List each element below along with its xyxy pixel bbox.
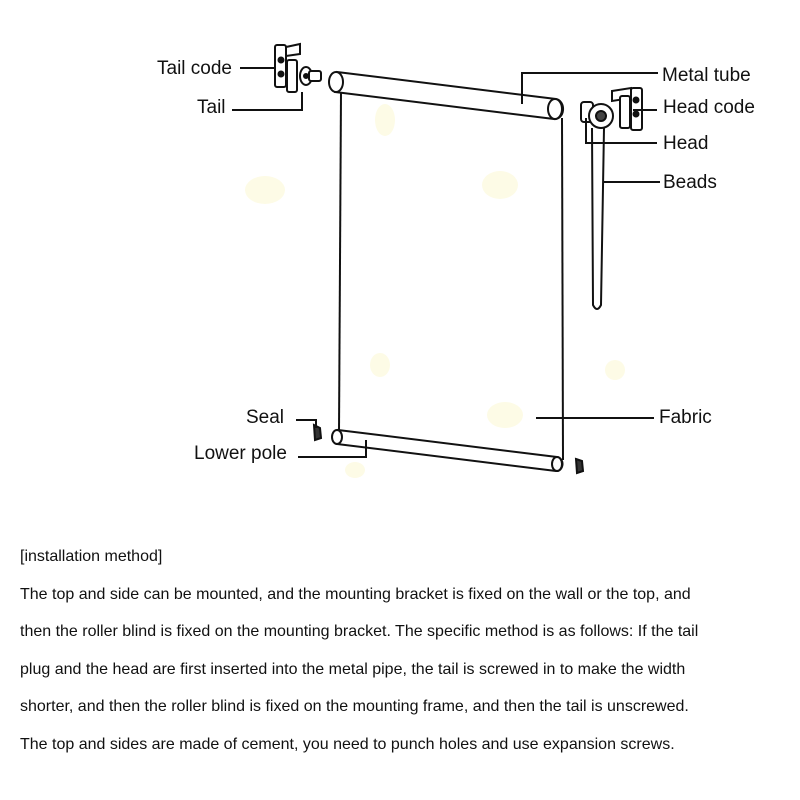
description-line-4: shorter, and then the roller blind is fixed on the mounting frame, and then the tail is unscrewed.	[20, 698, 689, 715]
metal-tube-shape	[329, 72, 563, 119]
installation-description	[20, 538, 790, 763]
label-tail-code: Tail code	[157, 58, 232, 79]
label-beads: Beads	[663, 172, 717, 193]
label-head-code: Head code	[663, 97, 755, 118]
description-line-2: then the roller blind is fixed on the mounting bracket. The specific method is as follows: If the tail	[20, 623, 699, 640]
label-lower-pole: Lower pole	[194, 443, 287, 464]
description-line-1: The top and side can be mounted, and the mounting bracket is fixed on the wall or the top, and	[20, 585, 691, 603]
label-tail: Tail	[197, 97, 226, 118]
fabric-sheet	[339, 92, 563, 460]
description-line-3: plug and the head are first inserted into the metal pipe, the tail is screwed in to make the width	[20, 660, 686, 678]
label-metal-tube: Metal tube	[662, 65, 751, 86]
label-fabric: Fabric	[659, 407, 712, 428]
tail-plug-icon	[300, 67, 321, 85]
label-seal: Seal	[246, 407, 285, 428]
label-head: Head	[663, 133, 709, 154]
bead-chain-shape	[592, 128, 604, 309]
tail-code-bracket-icon	[275, 44, 300, 92]
description-line-5: The top and sides are made of cement, you need to punch holes and use expansion screws.	[20, 735, 675, 753]
faint-leaf-pattern	[245, 104, 625, 478]
installation-heading: [installation method]	[20, 548, 163, 565]
